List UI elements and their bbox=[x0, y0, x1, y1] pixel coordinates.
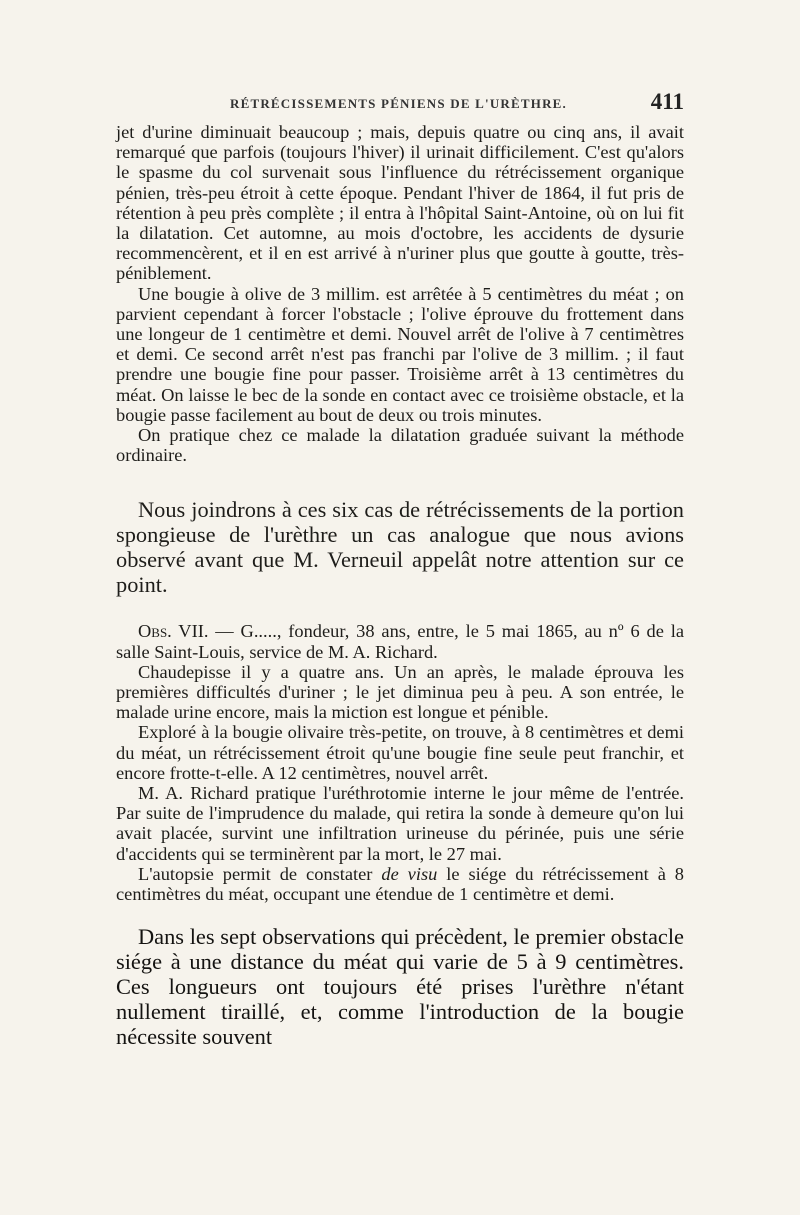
paragraph-bougie-exam: Une bougie à olive de 3 millim. est arrêtée à 5 centimètres du méat ; on parvient cependant à forcer l'obstacle ; l'olive éprouve du frottement dans une longeur de 1 centimètre et demi. Nouvel arrêt de l'olive à 7 centimètres et demi. Ce second arrêt n'est pas franchi par l'olive de 3 millim. ; il faut prendre une bougie fine pour passer. Troisième arrêt à 13 centimètres du méat. On laisse le bec de la sonde en contact avec ce troisième obstacle, et la bougie passe facilement au bout de deux ou trois minutes. bbox=[116, 283, 684, 425]
observation-text: — G....., fondeur, 38 ans, entre, le 5 mai 1865, au nº 6 de la salle Saint-Louis, service de M. A. Richard. bbox=[116, 621, 684, 662]
paragraph-exploration: Exploré à la bougie olivaire très-petite, on trouve, à 8 centimètres et demi du méat, un rétrécissement étroit qu'une bougie fine seule peut franchir, et encore frotte-t-elle. A 12 centimètres, nouvel arrêt. bbox=[116, 722, 684, 783]
paragraph-seventh-case: Nous joindrons à ces six cas de rétrécissements de la portion spongieuse de l'urèthre un cas analogue que nous avions observé avant que M. Verneuil appelât notre attention sur ce point. bbox=[116, 497, 684, 598]
autopsy-text-after: le siége du rétrécissement à 8 centimètres du méat, occupant une étendue de 1 centimètre et demi. bbox=[116, 863, 684, 905]
paragraph-treatment: M. A. Richard pratique l'uréthrotomie interne le jour même de l'entrée. Par suite de l'imprudence du malade, qui retira la sonde à demeure qu'on lui avait placée, survint une infiltration urineuse du périnée, puis une série d'accidents qui se terminèrent par la mort, le 27 mai. bbox=[116, 783, 684, 864]
observation-heading bbox=[116, 621, 684, 661]
page-number: 411 bbox=[650, 89, 684, 114]
autopsy-italic: de visu bbox=[381, 863, 438, 884]
paragraph-continuation: jet d'urine diminuait beaucoup ; mais, depuis quatre ou cinq ans, il avait remarqué que parfois (toujours l'hiver) il urinait difficilement. C'est qu'alors le spasme du col survenait sous l'influence du rétrécissement organique pénien, très-peu étroit à cette époque. Pendant l'hiver de 1864, il fut pris de rétention à peu près complète ; il entra à l'hôpital Saint-Antoine, où on lui fit la dilatation. Cet automne, au mois d'octobre, les accidents de dysurie recommencèrent, et il en est arrivé à n'uriner plus que goutte à goutte, très-péniblement. bbox=[116, 122, 684, 284]
observation-label: Obs. VII. bbox=[138, 621, 209, 642]
paragraph-summary: Dans les sept observations qui précèdent, le premier obstacle siége à une distance du méat qui varie de 5 à 9 centimètres. Ces longueurs ont toujours été prises l'urèthre n'étant nullement tiraillé, et, comme l'introduction de la bougie nécessite souvent bbox=[116, 924, 684, 1050]
paragraph-history: Chaudepisse il y a quatre ans. Un an après, le malade éprouva les premières difficultés d'uriner ; le jet diminua peu à peu. A son entrée, le malade urine encore, mais la miction est longue et pénible. bbox=[116, 661, 684, 723]
paragraph-autopsy bbox=[116, 864, 684, 904]
body-text bbox=[116, 122, 684, 1049]
paragraph-dilatation: On pratique chez ce malade la dilatation graduée suivant la méthode ordinaire. bbox=[116, 425, 684, 466]
autopsy-text-before: L'autopsie permit de constater bbox=[138, 863, 382, 884]
running-title: RÉTRÉCISSEMENTS PÉNIENS DE L'URÈTHRE. bbox=[230, 96, 567, 111]
page-header bbox=[118, 89, 684, 119]
